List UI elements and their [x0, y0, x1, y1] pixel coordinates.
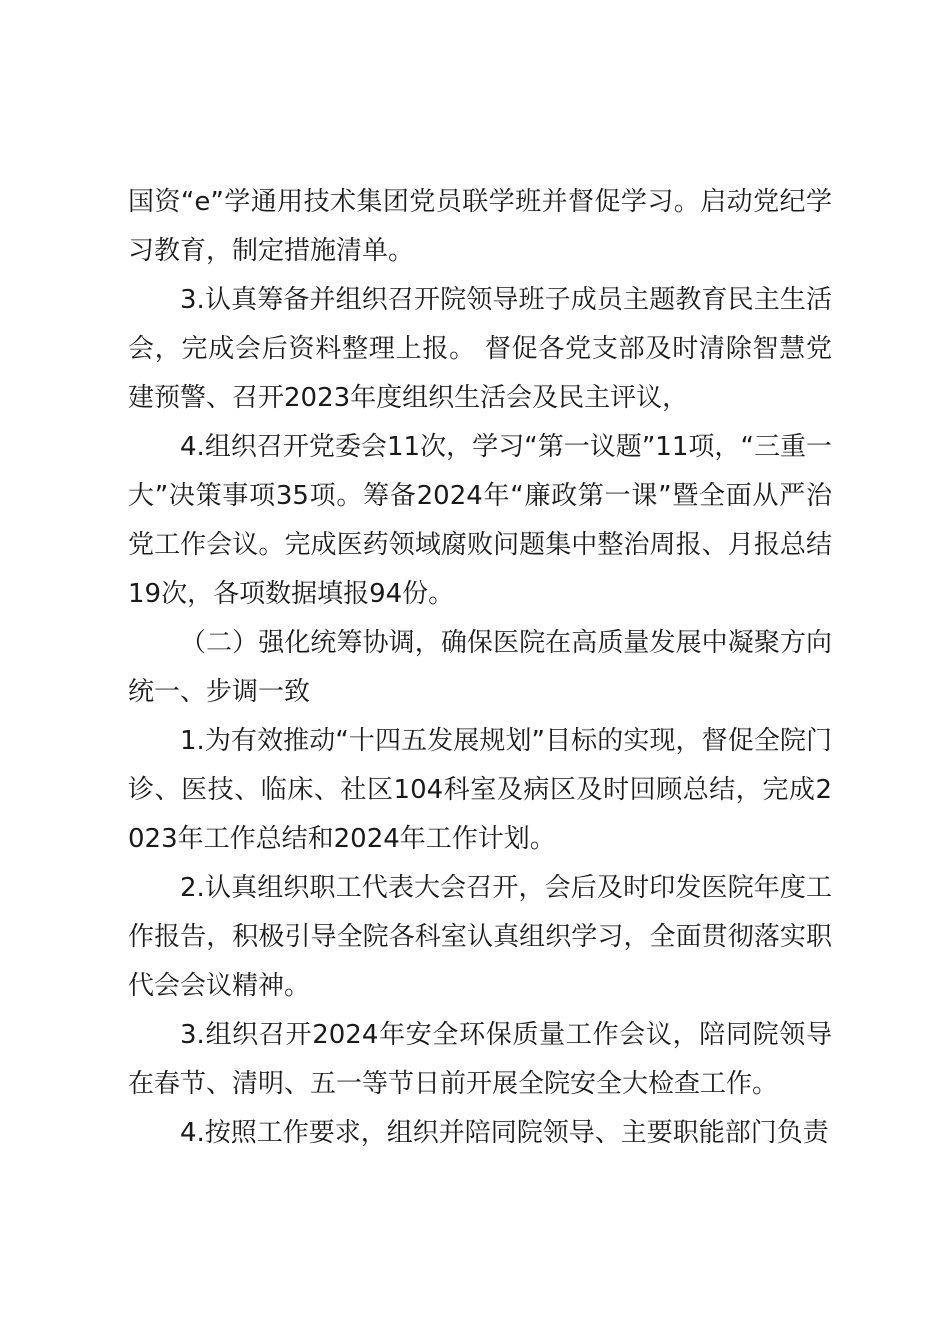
paragraph-item-2-staff-congress: 2.认真组织职工代表大会召开，会后及时印发医院年度工作报告，积极引导全院各科室认真组织学习，全面贯彻落实职代会会议精神。 [128, 873, 832, 1001]
document-body [128, 178, 832, 1158]
paragraph-continuation: 国资“e”学通用技术集团党员联学班并督促学习。启动党纪学习教育，制定措施清单。 [128, 187, 832, 266]
paragraph-item-3-democratic-meeting: 3.认真筹备并组织召开院领导班子成员主题教育民主生活会，完成会后资料整理上报。 督促各党支部及时清除智慧党建预警、召开2023年度组织生活会及民主评议， [128, 285, 832, 413]
section-heading-coordination: （二）强化统筹协调，确保医院在高质量发展中凝聚方向统一、步调一致 [128, 628, 832, 707]
paragraph-item-4-party-committee: 4.组织召开党委会11次，学习“第一议题”11项，“三重一大”决策事项35项。筹备2024年“廉政第一课”暨全面从严治党工作会议。完成医药领域腐败问题集中整治周报、月报总结19次，各项数据填报94份。 [128, 432, 832, 609]
paragraph-item-1-development-plan: 1.为有效推动“十四五发展规划”目标的实现，督促全院门诊、医技、临床、社区104科室及病区及时回顾总结，完成2023年工作总结和2024年工作计划。 [128, 726, 832, 854]
paragraph-item-3-safety-meeting: 3.组织召开2024年安全环保质量工作会议，陪同院领导在春节、清明、五一等节日前开展全院安全大检查工作。 [128, 1020, 832, 1099]
paragraph-item-4-work-requirements: 4.按照工作要求，组织并陪同院领导、主要职能部门负责 [180, 1118, 829, 1148]
